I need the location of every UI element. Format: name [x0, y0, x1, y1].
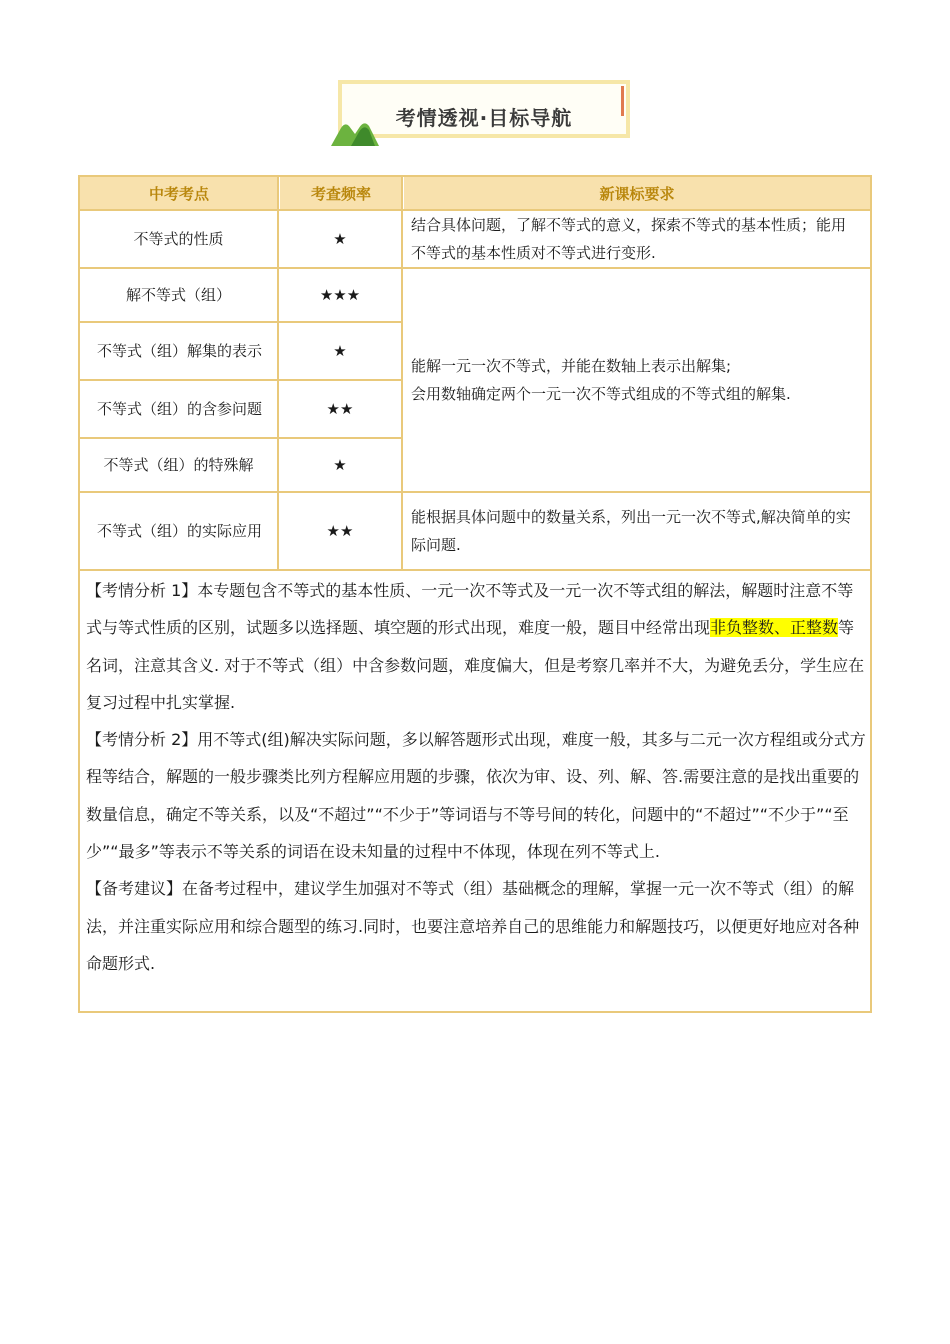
- table-row-frequency: ★★: [326, 522, 354, 540]
- requirement-text: [403, 211, 870, 267]
- header-frequency: 考查频率: [280, 177, 402, 210]
- requirement-properties: 结合具体问题，了解不等式的意义，探索不等式的基本性质；能用不等式的基本性质对不等式进行变形.: [411, 216, 847, 262]
- table-row-frequency: ★: [333, 230, 347, 248]
- analysis-1-text: 【考情分析 1】本专题包含不等式的基本性质、一元一次不等式及一元一次不等式组的解法，解题时注意不等式与等式性质的区别，试题多以选择题、填空题的形式出现，难度一般，题目中经常出现: [86, 581, 854, 638]
- table-row-frequency: ★★★: [319, 286, 361, 304]
- highlighted-terms: 非负整数、正整数: [710, 618, 839, 638]
- analysis-paragraph-2: 【考情分析 2】用不等式(组)解决实际问题，多以解答题形式出现，难度一般，其多与二元一次方程组或分式方程等结合，解题的一般步骤类比列方程解应用题的步骤，依次为审、设、列、解、答.需要注意的是找出重要的数量信息，确定不等关系，以及“不超过”“不少于”等词语与不等号间的转化，问题中的“不超过”“不少于”“至少”“最多”等表示不等关系的词语在设未知量的过程中不体现，体现在列不等式上.: [86, 730, 866, 862]
- requirement-application: 能根据具体问题中的数量关系，列出一元一次不等式,解决简单的实际问题.: [411, 508, 851, 554]
- header-requirements: 新课标要求: [404, 177, 870, 210]
- banner-frame: [338, 80, 630, 138]
- table-row-frequency: ★: [333, 456, 347, 474]
- requirement-solve: 能解一元一次不等式，并能在数轴上表示出解集;: [411, 357, 732, 375]
- banner-accent-icon: [621, 86, 627, 116]
- mountain-icon: [331, 114, 379, 146]
- analysis-1-text-end: 等名词，注意其含义. 对于不等式（组）中含参数问题，难度偏大，但是考察几率并不大，为避免丢分，学生应在复习过程中扎实掌握.: [86, 618, 865, 712]
- table-row-point: 解不等式（组）: [125, 286, 231, 304]
- section-banner: [331, 78, 637, 148]
- header-exam-point: 中考考点: [80, 177, 278, 210]
- requirement-number-line: 会用数轴确定两个一元一次不等式组成的不等式组的解集.: [411, 385, 791, 403]
- analysis-paragraph-1: [86, 572, 866, 721]
- requirement-text: [403, 493, 870, 569]
- grid-line: [78, 569, 872, 571]
- requirement-merged: [403, 269, 870, 491]
- table-row-point: 不等式的性质: [133, 230, 224, 248]
- study-advice-paragraph: 【备考建议】在备考过程中，建议学生加强对不等式（组）基础概念的理解，掌握一元一次不等式（组）的解法，并注重实际应用和综合题型的练习.同时，也要注意培养自己的思维能力和解题技巧，以便更好地应对各种命题形式.: [86, 879, 860, 973]
- table-row-frequency: ★★: [326, 400, 354, 418]
- table-row-point: 不等式（组）的含参问题: [96, 400, 262, 418]
- table-row-point: 不等式（组）的特殊解: [103, 456, 254, 474]
- banner-title: 考情透视·目标导航: [395, 106, 573, 130]
- table-row-point: 不等式（组）解集的表示: [96, 342, 262, 360]
- table-row-frequency: ★: [333, 342, 347, 360]
- analysis-section: [86, 572, 866, 982]
- table-row-point: 不等式（组）的实际应用: [96, 522, 262, 540]
